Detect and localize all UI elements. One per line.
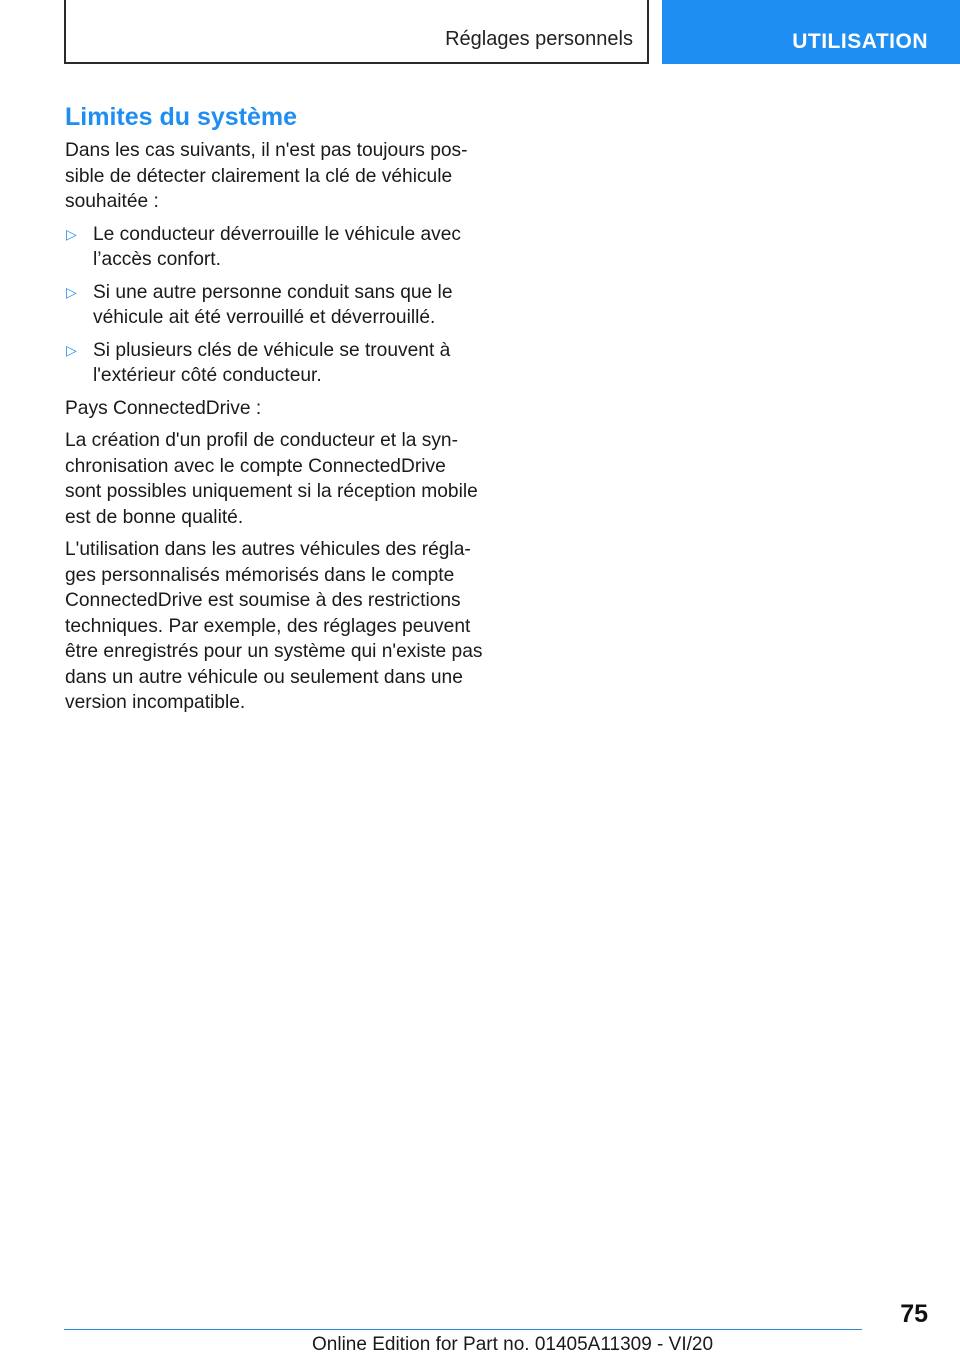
- connecteddrive-label: Pays ConnectedDrive :: [65, 397, 262, 419]
- chapter-label: UTILISATION: [792, 30, 928, 53]
- section-title: Réglages personnels: [445, 28, 633, 50]
- bullet-text: Le conducteur déverrouille le véhicule avec l’accès confort.: [93, 223, 461, 270]
- list-item: [65, 338, 485, 389]
- body-paragraph: La création d'un profil de conducteur et la syn- chronisation avec le compte ConnectedDrive sont possibles uniquement si la réception mobile est de bonne qualité.: [65, 430, 478, 528]
- bullet-list: [65, 222, 485, 389]
- footer-rule: [64, 1329, 862, 1330]
- section-heading: Limites du système: [65, 103, 298, 131]
- triangle-bullet-icon: ▷: [66, 225, 77, 242]
- list-item: [65, 280, 485, 331]
- intro-paragraph: Dans les cas suivants, il n'est pas toujours pos- sible de détecter clairement la clé de véhicule souhaitée :: [65, 140, 468, 212]
- triangle-bullet-icon: ▷: [66, 283, 77, 300]
- bullet-text: Si plusieurs clés de véhicule se trouvent à l'extérieur côté conducteur.: [93, 339, 451, 386]
- list-item: [65, 222, 485, 273]
- main-content: [65, 100, 485, 723]
- body-paragraph: L'utilisation dans les autres véhicules des régla- ges personnalisés mémorisés dans le compte ConnectedDrive est soumise à des restrictions techniques. Par exemple, des réglages peuvent être enregistrés pour un système qui n'existe pas dans un autre véhicule ou seulement dans une version incompatible.: [65, 539, 483, 713]
- edition-footer: Online Edition for Part no. 01405A11309 - VI/20: [312, 1334, 714, 1355]
- page-header: [64, 0, 649, 64]
- bullet-text: Si une autre personne conduit sans que le véhicule ait été verrouillé et déverrouillé.: [93, 281, 453, 328]
- triangle-bullet-icon: ▷: [66, 341, 77, 358]
- chapter-tab: [662, 0, 960, 64]
- page-number: 75: [900, 1300, 928, 1328]
